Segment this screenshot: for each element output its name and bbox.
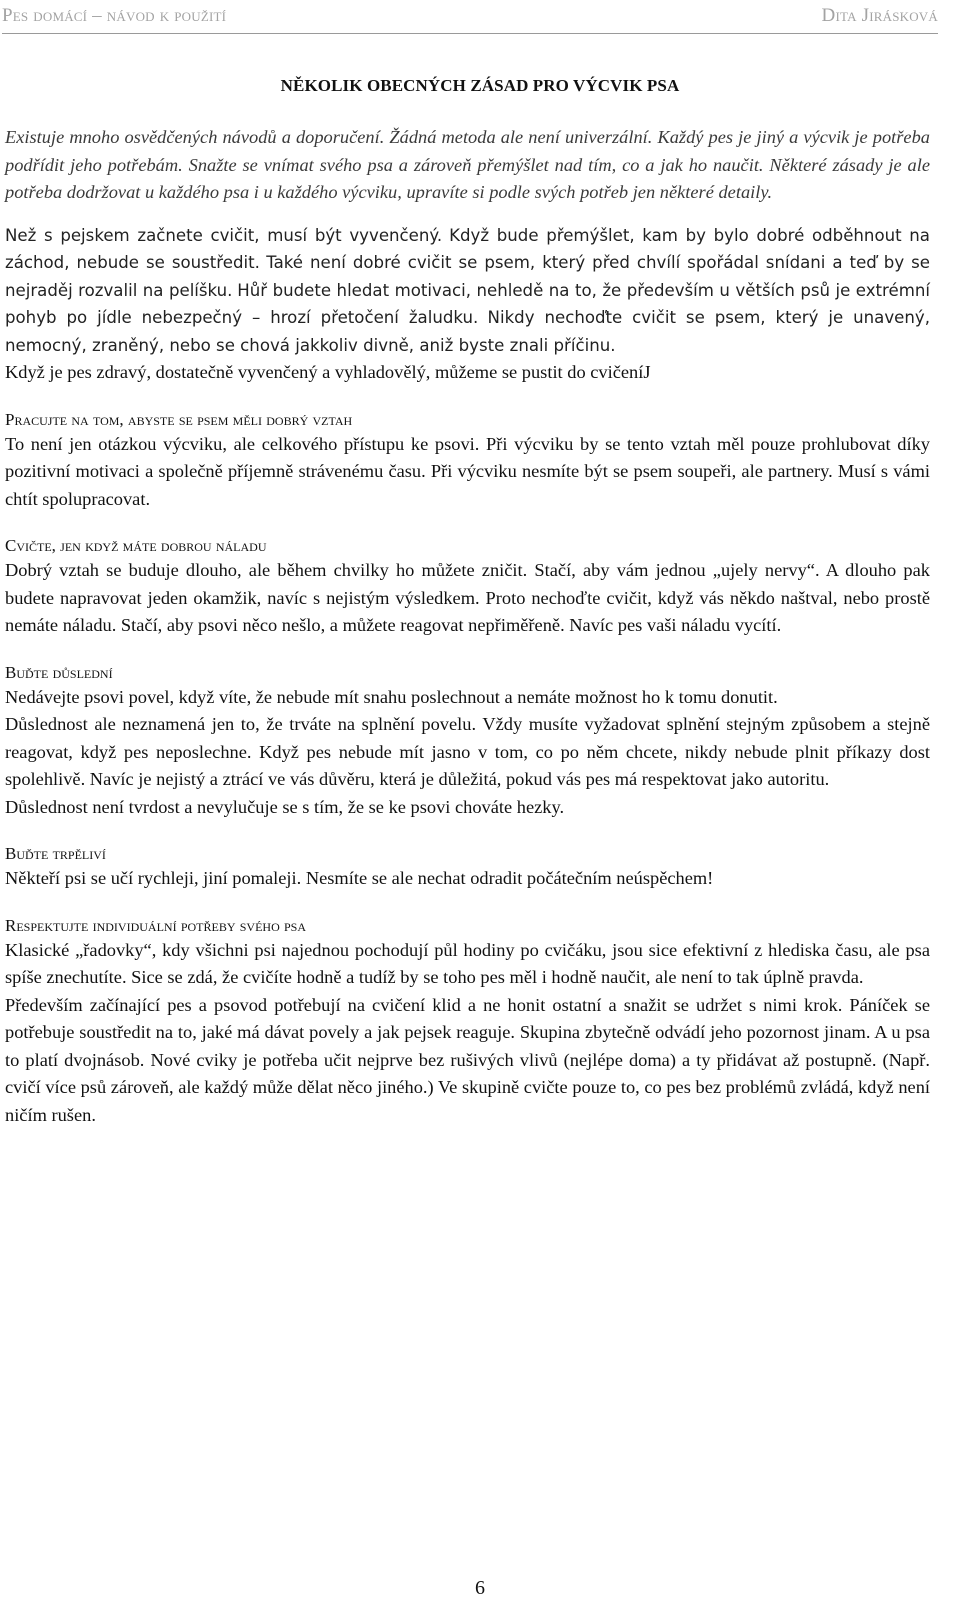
header-author: Dita Jirásková [821,5,938,26]
section-paragraph: Nedávejte psovi povel, když víte, že nebude mít snahu poslechnout a nemáte možnost ho k tomu donutit. [5,686,778,707]
walk-last-line: Když je pes zdravý, dostatečně vyvenčený a vyhladovělý, můžeme se pustit do cvičeníJ [5,362,651,382]
walk-sentence-4: Hůř budete hledat motivaci, nehledě na to, že především u větších psů je extrémní pohyb po jídle nebezpečný – hrozí přetočení žaludku. [5,280,931,327]
page-header [2,5,938,34]
section-mood [5,535,930,640]
page-title: NĚKOLIK OBECNÝCH ZÁSAD PRO VÝCVIK PSA [280,76,680,95]
header-book-title: Pes domácí – návod k použití [2,5,227,26]
walk-paragraph [5,222,930,360]
section-heading: Respektujte individuální potřeby svého psa [5,915,307,935]
section-heading: Pracujte na tom, abyste se psem měli dobrý vztah [5,409,353,429]
section-consistency [5,662,930,822]
section-heading: Cvičte, jen když máte dobrou náladu [5,536,267,555]
section-heading: Buďte důslední [5,662,113,682]
section-paragraph: Důslednost není tvrdost a nevylučuje se s tím, že se ke psovi chováte hezky. [5,796,565,817]
page-number: 6 [475,1577,485,1599]
walk-sentence-1: Než s pejskem začnete cvičit, musí být vyvenčený. [5,225,443,245]
section-relationship [5,409,930,514]
section-individual-needs [5,915,930,1130]
walk-sentence-3: Také není dobré cvičit se psem, který před chvílí spořádal snídani a teď by se nejraděj rozvalil na pelíšku. [5,253,931,300]
section-paragraph: Dobrý vztah se buduje dlouho, ale během chvilky ho můžete zničit. Stačí, aby vám jednou „ujely nervy“. A dlouho pak budete napravovat jeden okamžik, navíc s nejistým výsledkem. Proto nechoďte cvičit, když vás někdo naštval, nebo prostě nemáte náladu. Stačí, aby psovi něco nešlo, a můžete reagovat nepřiměřeně. Navíc pes vaši náladu vycítí. [5,560,930,635]
section-paragraph: Někteří psi se učí rychleji, jiní pomaleji. Nesmíte se ale nechat odradit počátečním neúspěchem! [5,868,714,888]
walk-sentence-5: Nikdy nechoďte cvičit se psem, který je unavený, nemocný, zraněný, nebo se chová jakkoliv divně, aniž byste znali příčinu. [5,308,930,355]
intro-paragraph: Existuje mnoho osvědčených návodů a doporučení. Žádná metoda ale není univerzální. Každý pes je jiný a výcvik je potřeba podřídit jeho potřebám. Snažte se vnímat svého psa a zároveň přemýšlet nad tím, co a jak ho naučit. Některé zásady je ale potřeba dodržovat u každého psa i u každého výcviku, upravíte si podle svých potřeb jen některé detaily. [5,127,930,202]
section-paragraph: To není jen otázkou výcviku, ale celkového přístupu ke psovi. Při výcviku by se tento vztah měl pouze prohlubovat díky pozitivní motivaci a společně příjemně strávenému času. Při výcviku nesmíte být se psem soupeři, ale partnery. Musí s vámi chtít spolupracovat. [5,433,930,509]
section-paragraph: Klasické „řadovky“, kdy všichni psi najednou pochodují půl hodiny po cvičáku, jsou sice efektivní z hlediska času, ale psa spíše znechutíte. Sice se zdá, že cvičíte hodně a tudíž by se toho pes měl i hodně naučit, ale není to tak úplně pravda. [5,939,930,987]
document-body [5,124,930,1129]
section-patience [5,843,930,893]
section-paragraph: Důslednost ale neznamená jen to, že trváte na splnění povelu. Vždy musíte vyžadovat splnění stejným způsobem a stejně reagovat, když pes neposlechne. Když pes nebude mít jasno v tom, co po něm chcete, nikdy nebude plnit příkazy dost spolehlivě. Navíc je nejistý a ztrácí ve vás důvěru, která je důležitá, pokud vás pes má respektovat jako autoritu. [5,714,930,789]
section-paragraph: Především začínající pes a psovod potřebují na cvičení klid a ne honit ostatní a snažit se udržet s nimi krok. Páníček se potřebuje soustředit na to, jaké má dávat povely a jak pejsek reaguje. Skupina zbytečně odvádí jeho pozornost jinam. A u psa to platí dvojnásob. Nové cviky je potřeba učit nejprve bez rušivých vlivů (nejlépe doma) a ty přidávat až postupně. (Např. cvičí více psů zároveň, ale každý může dělat něco jiného.) Ve skupině cvičte pouze to, co pes bez problémů zvládá, když není ničím rušen. [5,994,930,1125]
walk-sentence-2: Když bude přemýšlet, kam by bylo dobré odběhnout na záchod, nebude se soustředit. [5,225,930,272]
section-heading: Buďte trpěliví [5,844,106,863]
